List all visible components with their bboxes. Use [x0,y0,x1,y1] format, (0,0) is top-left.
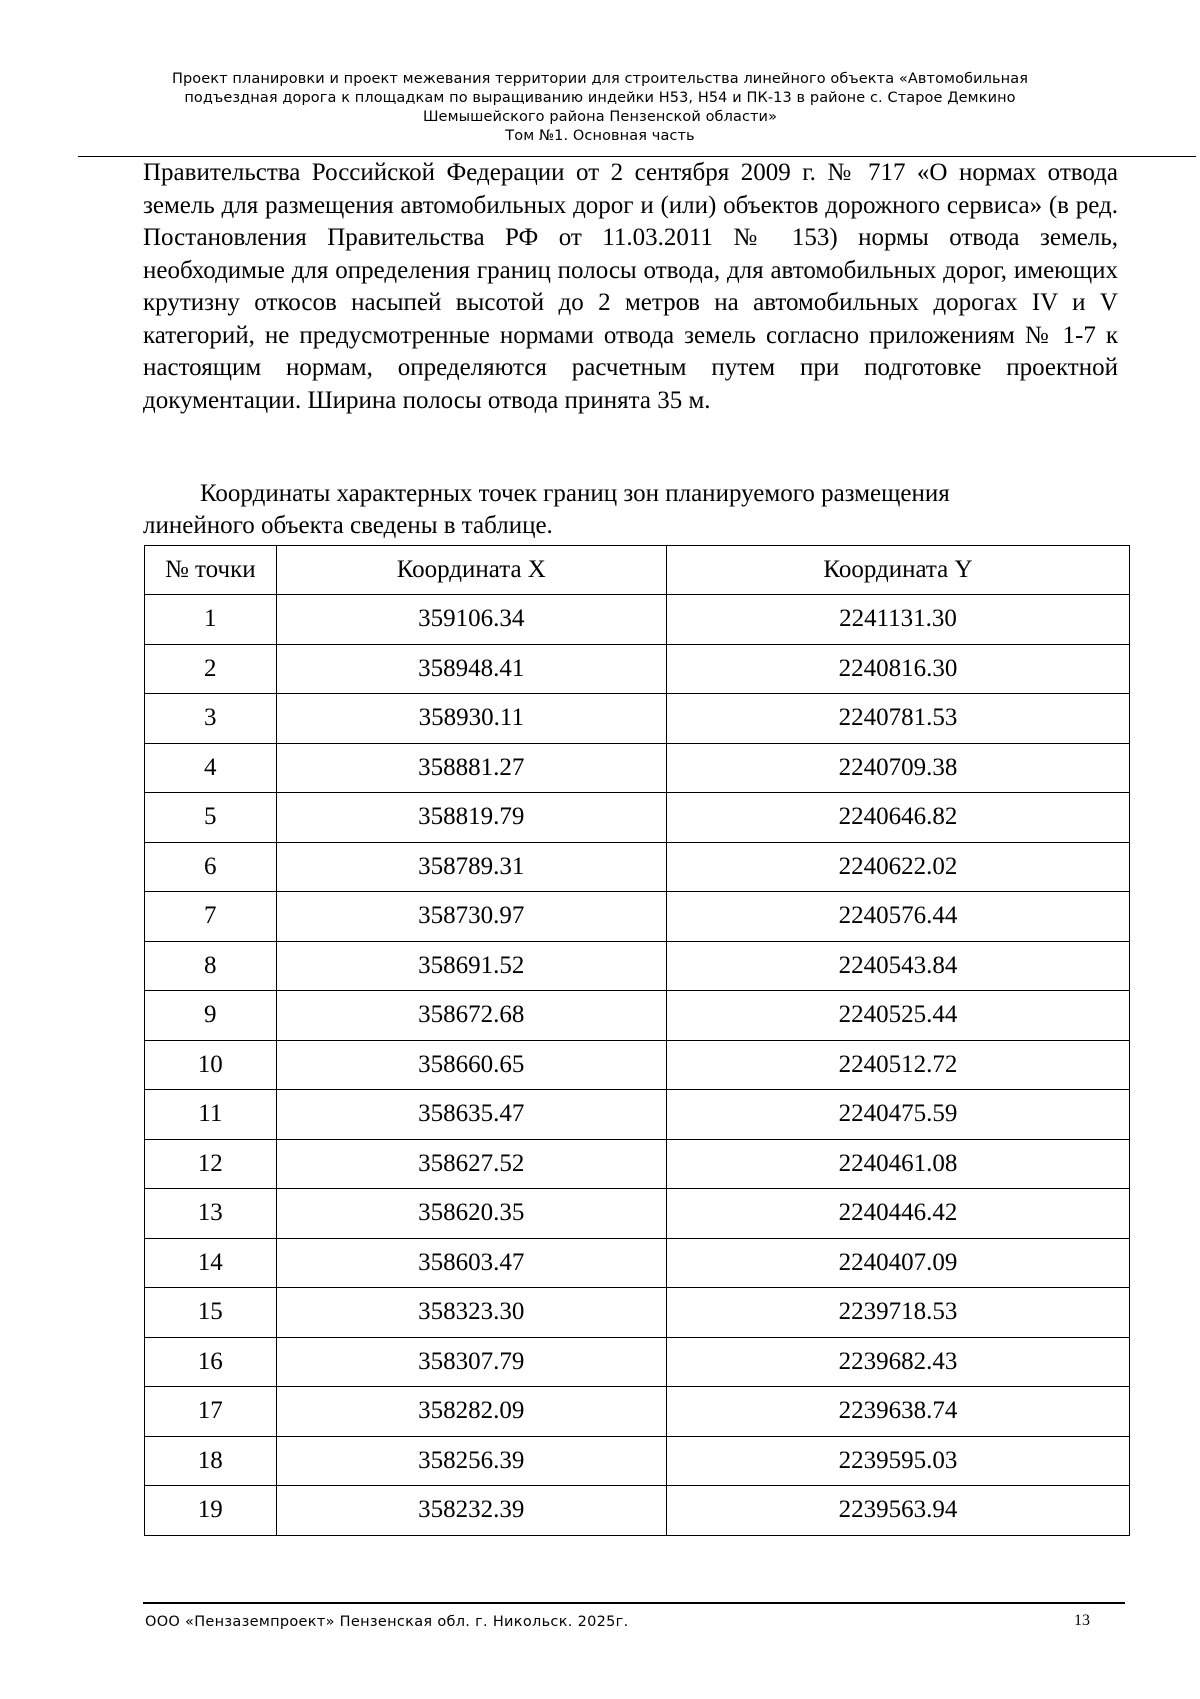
cell-coordinate-y: 2240512.72 [667,1040,1130,1090]
table-row [145,1238,1130,1288]
table-header-row [145,546,1130,595]
cell-point-number: 3 [145,694,277,744]
table-row [145,1486,1130,1536]
cell-coordinate-x: 359106.34 [276,595,666,645]
table-intro [143,478,1118,542]
cell-coordinate-x: 358256.39 [276,1436,666,1486]
table-row [145,644,1130,694]
header-volume-line: Том №1. Основная часть [505,128,695,144]
cell-point-number: 1 [145,595,277,645]
cell-coordinate-x: 358730.97 [276,892,666,942]
table-row [145,1436,1130,1486]
header-line: Проект планировки и проект межевания территории для строительства линейного объекта «Автомобильная [171,71,1029,87]
footer-organization: ООО «Пензаземпроект» Пензенская обл. г. Никольск. 2025г. [145,1614,629,1630]
cell-point-number: 15 [145,1288,277,1338]
cell-coordinate-x: 358789.31 [276,842,666,892]
cell-point-number: 8 [145,941,277,991]
cell-point-number: 9 [145,991,277,1041]
cell-coordinate-x: 358819.79 [276,793,666,843]
table-row [145,1139,1130,1189]
cell-coordinate-x: 358660.65 [276,1040,666,1090]
header-point-number: № точки [145,546,277,595]
coordinates-table [144,545,1130,1536]
cell-coordinate-y: 2239718.53 [667,1288,1130,1338]
cell-point-number: 4 [145,743,277,793]
cell-point-number: 6 [145,842,277,892]
cell-coordinate-x: 358881.27 [276,743,666,793]
cell-coordinate-x: 358691.52 [276,941,666,991]
table-row [145,1387,1130,1437]
table-row [145,1090,1130,1140]
body-paragraph: Правительства Российской Федерации от 2 сентября 2009 г. № 717 «О нормах отвода земель для размещения автомобильных дорог и (или) объектов дорожного сервиса» (в ред. Постановления Правительства РФ от 11.03.2011 № 153) нормы отвода земель, необходимые для определения границ полосы отвода, для автомобильных дорог, имеющих крутизну откосов насыпей высотой до 2 метров на автомобильных дорогах IV и V категорий, не предусмотренные нормами отвода земель согласно приложениям № 1-7 к настоящим нормам, определяются расчетным путем при подготовке проектной документации. Ширина полосы отвода принята 35 м. [143,159,1118,414]
cell-point-number: 17 [145,1387,277,1437]
cell-coordinate-y: 2240525.44 [667,991,1130,1041]
cell-coordinate-x: 358603.47 [276,1238,666,1288]
page-header [130,70,1070,146]
cell-coordinate-y: 2240461.08 [667,1139,1130,1189]
cell-coordinate-x: 358635.47 [276,1090,666,1140]
cell-coordinate-y: 2240475.59 [667,1090,1130,1140]
cell-coordinate-y: 2240446.42 [667,1189,1130,1239]
cell-coordinate-y: 2239595.03 [667,1436,1130,1486]
cell-point-number: 5 [145,793,277,843]
cell-coordinate-y: 2239563.94 [667,1486,1130,1536]
table-row [145,892,1130,942]
cell-point-number: 16 [145,1337,277,1387]
cell-coordinate-y: 2240646.82 [667,793,1130,843]
header-coordinate-x: Координата X [276,546,666,595]
cell-point-number: 11 [145,1090,277,1140]
cell-point-number: 13 [145,1189,277,1239]
table-body [145,595,1130,1536]
cell-coordinate-x: 358620.35 [276,1189,666,1239]
cell-point-number: 7 [145,892,277,942]
cell-coordinate-y: 2240816.30 [667,644,1130,694]
table-row [145,941,1130,991]
cell-coordinate-y: 2240622.02 [667,842,1130,892]
cell-coordinate-y: 2240709.38 [667,743,1130,793]
cell-point-number: 2 [145,644,277,694]
table-row [145,793,1130,843]
cell-point-number: 14 [145,1238,277,1288]
table-intro-line: линейного объекта сведены в таблице. [143,512,553,539]
cell-coordinate-y: 2240543.84 [667,941,1130,991]
cell-coordinate-x: 358323.30 [276,1288,666,1338]
page-number: 13 [1074,1612,1090,1629]
cell-coordinate-x: 358232.39 [276,1486,666,1536]
header-line: Шемышейского района Пензенской области» [422,109,778,125]
footer-divider [143,1602,1125,1604]
cell-coordinate-x: 358672.68 [276,991,666,1041]
table-row [145,1337,1130,1387]
cell-coordinate-y: 2240781.53 [667,694,1130,744]
table-intro-line: Координаты характерных точек границ зон планируемого размещения [200,480,950,507]
cell-coordinate-x: 358282.09 [276,1387,666,1437]
cell-point-number: 19 [145,1486,277,1536]
table-row [145,1040,1130,1090]
cell-coordinate-x: 358930.11 [276,694,666,744]
cell-point-number: 10 [145,1040,277,1090]
table-row [145,595,1130,645]
table-row [145,1288,1130,1338]
table-row [145,1189,1130,1239]
cell-coordinate-y: 2239638.74 [667,1387,1130,1437]
table-row [145,991,1130,1041]
table-row [145,694,1130,744]
header-line: подъездная дорога к площадкам по выращиванию индейки Н53, Н54 и ПК-13 в районе с. Старое Демкино [184,90,1016,106]
cell-coordinate-x: 358948.41 [276,644,666,694]
header-coordinate-y: Координата Y [667,546,1130,595]
cell-point-number: 12 [145,1139,277,1189]
table-row [145,842,1130,892]
cell-coordinate-y: 2240576.44 [667,892,1130,942]
cell-coordinate-y: 2241131.30 [667,595,1130,645]
cell-point-number: 18 [145,1436,277,1486]
cell-coordinate-y: 2239682.43 [667,1337,1130,1387]
cell-coordinate-y: 2240407.09 [667,1238,1130,1288]
cell-coordinate-x: 358307.79 [276,1337,666,1387]
cell-coordinate-x: 358627.52 [276,1139,666,1189]
table-row [145,743,1130,793]
